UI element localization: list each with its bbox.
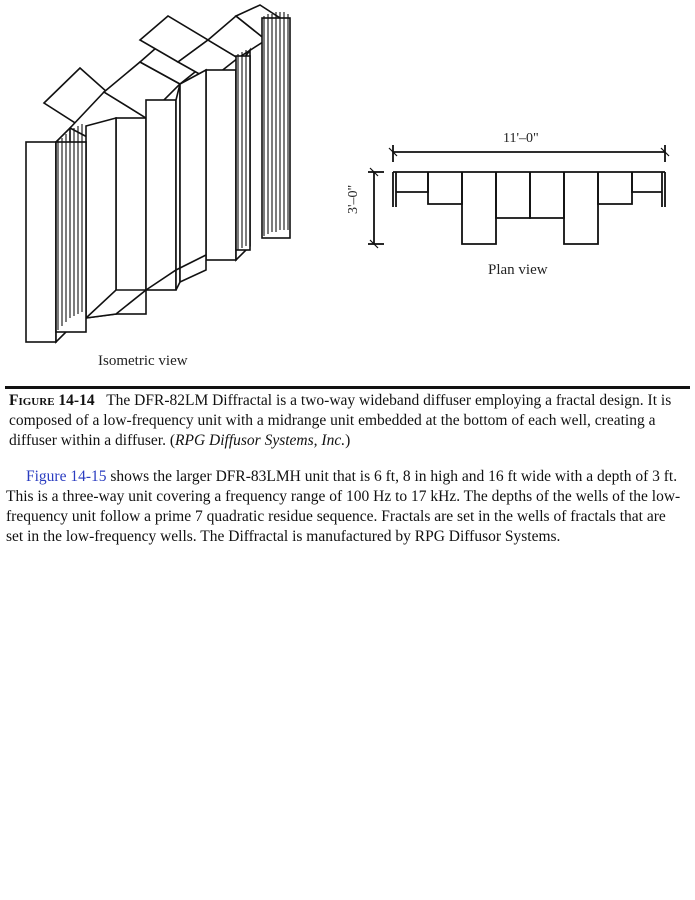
body-paragraph-text: shows the larger DFR-83LMH unit that is 6 ft, 8 in high and 16 ft wide with a depth of 3 ft. This is a three-way unit covering a frequency range of 100 Hz to 17 kHz. The depths of the wells of the low-frequency unit follow a prime 7 quadratic residue sequence. Fractals are set in the wells of fractals that are set in the low-frequency wells. The Diffractal is manufactured by RPG Diffusor Systems. [6,468,681,545]
isometric-view-label: Isometric view [98,353,188,369]
figure-label-prefix: Figure [9,392,55,409]
figure-label [9,392,95,409]
plan-view-drawing [368,145,669,248]
caption-text-end: ) [345,432,351,449]
caption-text: The DFR-82LM Diffractal is a two-way wideband diffuser employing a fractal design. It is composed of a low-frequency unit with a midrange unit embedded at the bottom of each well, creating a diffuser within a diffuser. ( [9,392,672,449]
figure-14-14 [0,0,695,380]
caption-rule [5,386,690,389]
figure-caption [9,391,685,451]
depth-dimension-label: 3'–0" [346,184,361,214]
plan-view-label: Plan view [488,262,548,278]
caption-credit: RPG Diffusor Systems, Inc. [175,432,346,449]
width-dimension-label: 11'–0" [503,131,539,146]
figure-label-number: 14-14 [58,392,95,409]
body-paragraph [6,467,686,547]
figure-14-15-link[interactable]: Figure 14-15 [26,468,107,485]
